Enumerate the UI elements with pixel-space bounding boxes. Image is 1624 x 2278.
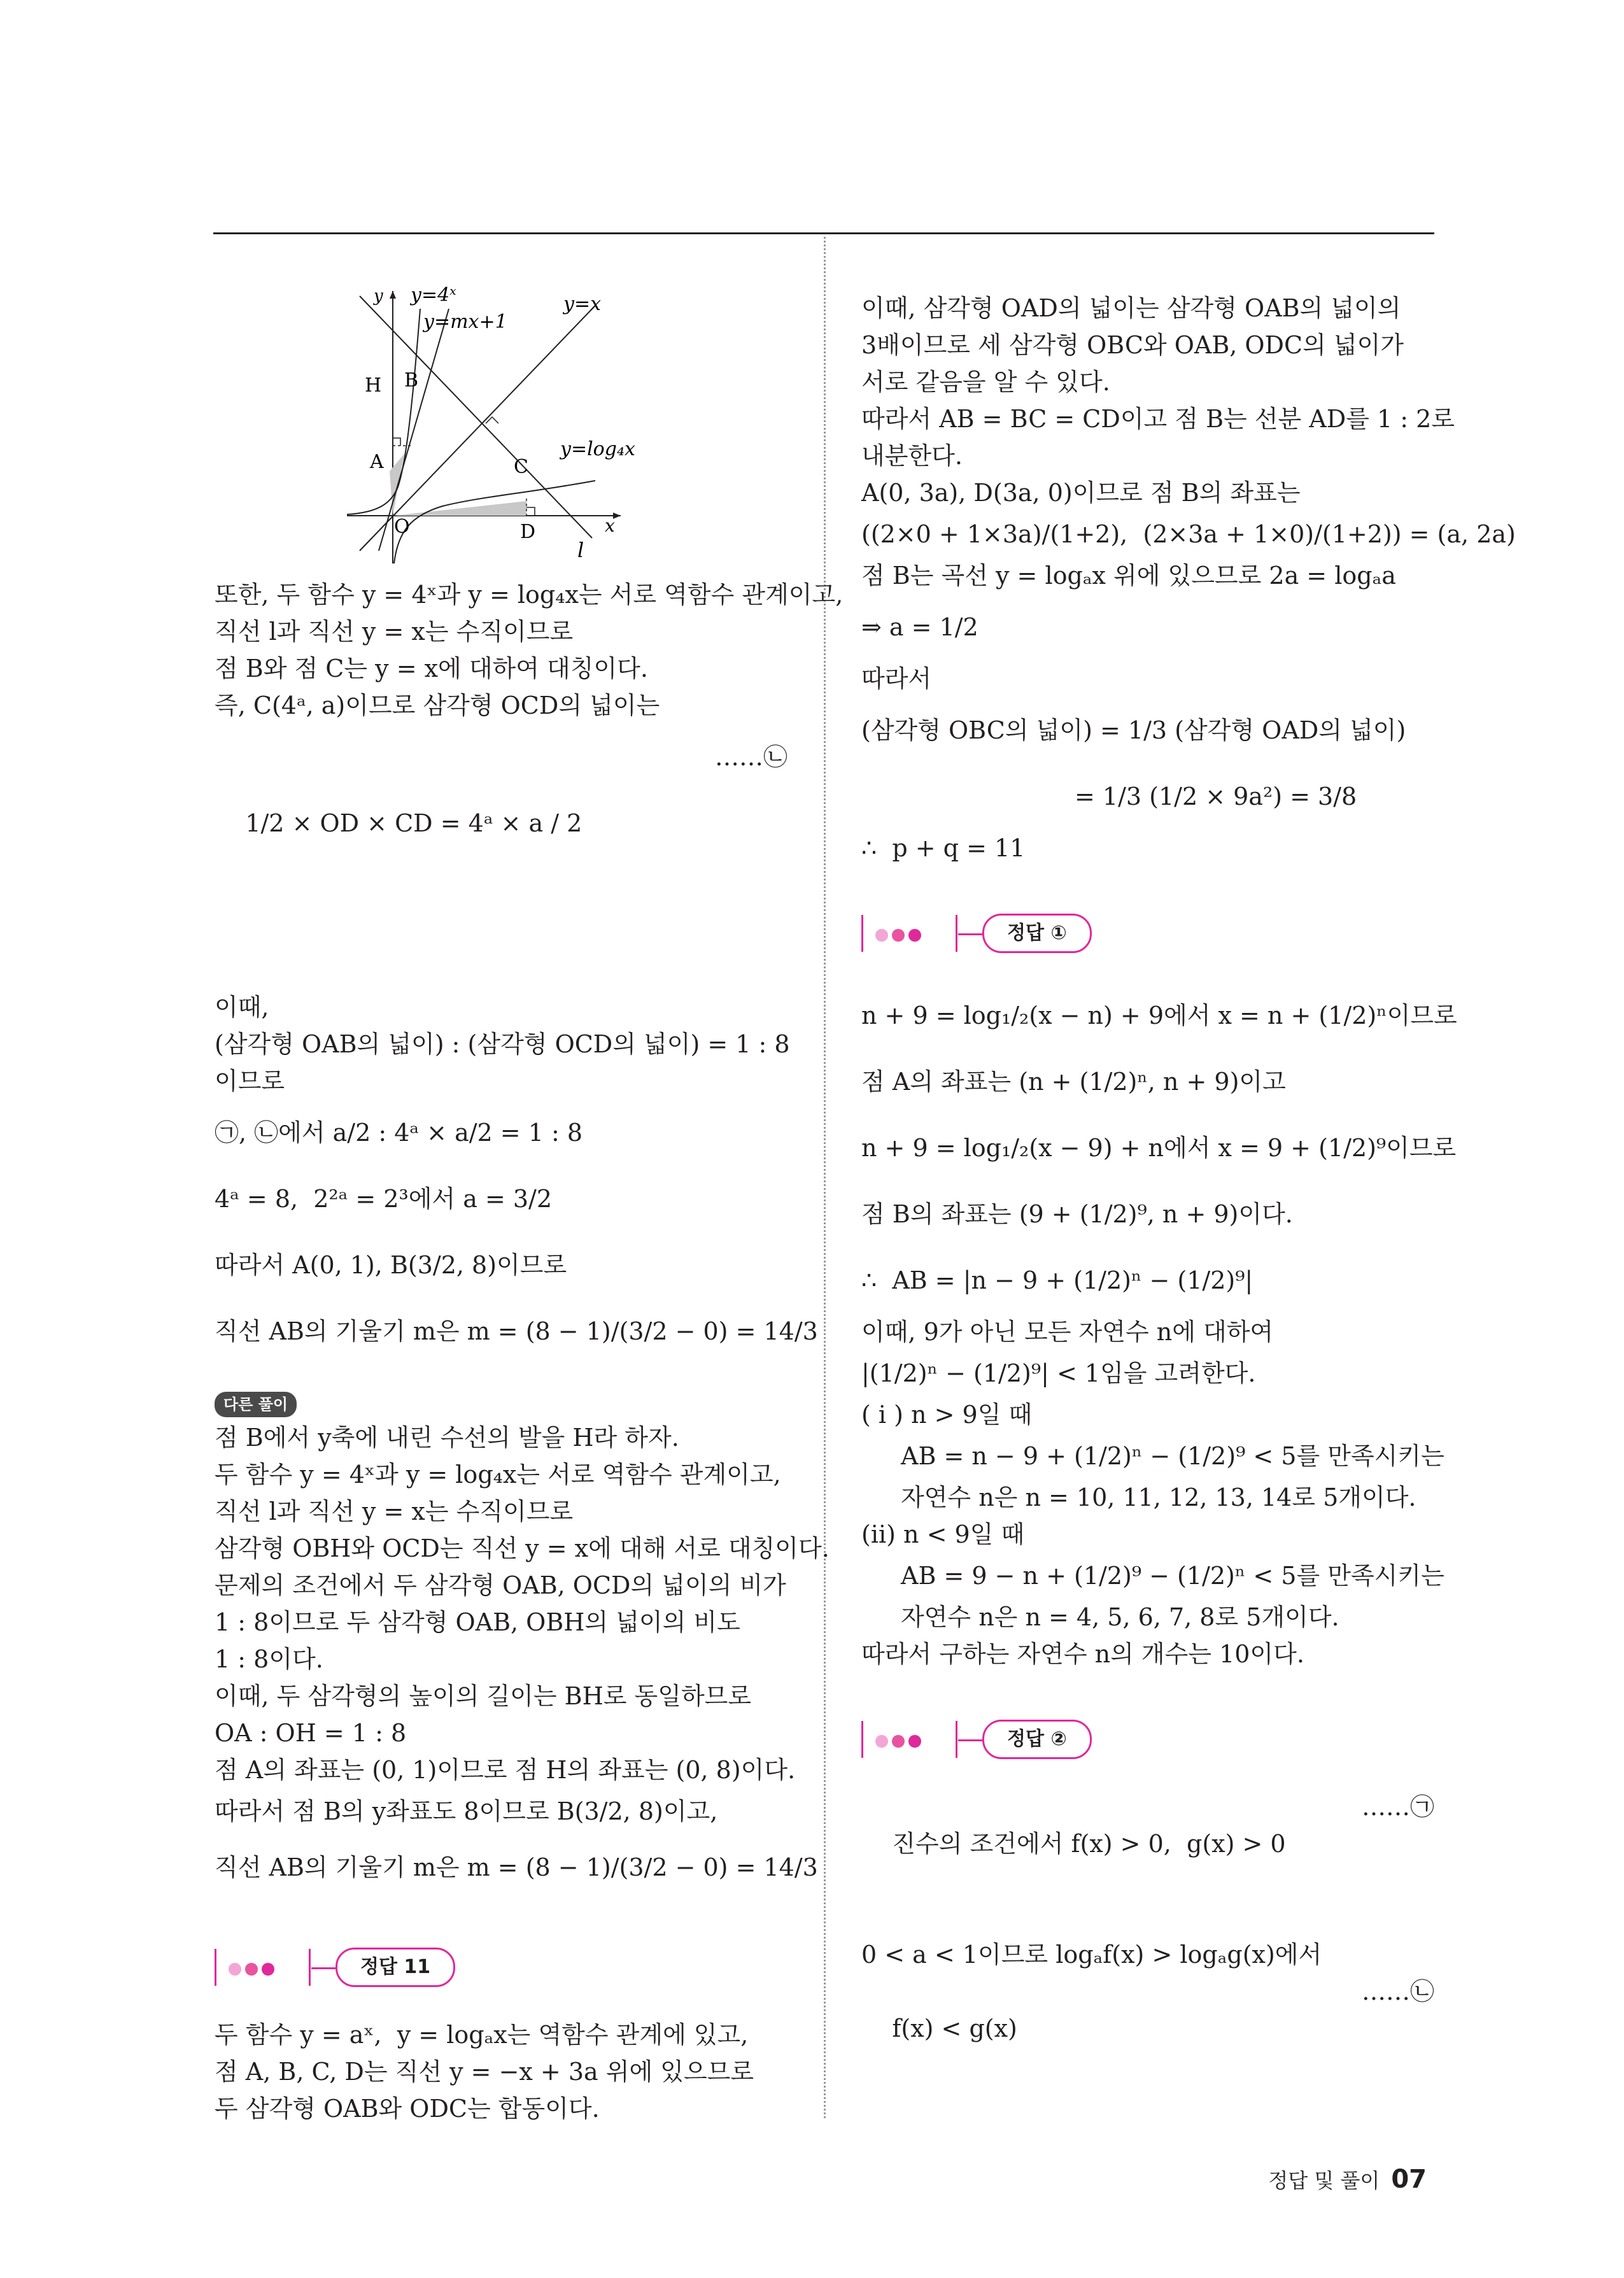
case-result: 자연수 n은 n = 10, 11, 12, 13, 14로 5개이다.	[901, 1483, 1416, 1511]
text-line: 0 < a < 1이므로 logₐf(x) > logₐg(x)에서	[861, 1941, 1322, 1969]
text-line: 두 삼각형 OAB와 ODC는 합동이다.	[215, 2095, 600, 2123]
answer-pill: 정답 ②	[982, 1720, 1092, 1759]
text-line: 점 B에서 y축에 내린 수선의 발을 H라 하자.	[215, 1424, 679, 1452]
formula-slope: 직선 AB의 기울기 m은 m = (8 − 1)/(3/2 − 0) = 14/3	[215, 1317, 818, 1345]
label-x: x	[605, 515, 615, 536]
formula-n2: n + 9 = log₁/₂(x − 9) + n에서 x = 9 + (1/2)⁹이므로	[861, 1134, 1457, 1162]
line-fg: f(x) < g(x)	[892, 2014, 1017, 2042]
text-line: 직선 l과 직선 y = x는 수직이므로	[215, 618, 574, 646]
text-line: 이때, 두 삼각형의 높이의 길이는 BH로 동일하므로	[215, 1682, 752, 1710]
case-label: (ii) n < 9일 때	[861, 1520, 1025, 1548]
label-mx1: y=mx+1	[423, 311, 507, 333]
text-line: 1 : 8이다.	[215, 1645, 323, 1673]
text-line: 두 함수 y = aˣ, y = logₐx는 역함수 관계에 있고,	[215, 2021, 749, 2049]
label-a: A	[370, 451, 384, 473]
text-line: 점 A, B, C, D는 직선 y = −x + 3a 위에 있으므로	[215, 2058, 754, 2086]
graph-svg	[341, 283, 672, 573]
text-line: 따라서 구하는 자연수 n의 개수는 10이다.	[861, 1640, 1304, 1668]
formula-b: ((2×0 + 1×3a)/(1+2), (2×3a + 1×0)/(1+2)) = (a, 2a)	[861, 520, 1516, 548]
case-formula: AB = n − 9 + (1/2)ⁿ − (1/2)⁹ < 5를 만족시키는	[901, 1442, 1444, 1470]
text-line: 서로 같음을 알 수 있다.	[861, 368, 1110, 396]
curve-4x	[347, 309, 420, 514]
text-line: 1 : 8이므로 두 삼각형 OAB, OBH의 넓이의 비도	[215, 1608, 740, 1636]
label-o: O	[394, 516, 410, 538]
formula-obc: (삼각형 OBC의 넓이) = 1/3 (삼각형 OAD의 넓이)	[861, 716, 1406, 744]
answer-pill: 정답 ①	[982, 914, 1092, 953]
formula-n1: n + 9 = log₁/₂(x − n) + 9에서 x = n + (1/2)ⁿ이므로	[861, 1001, 1457, 1029]
text-line: 이때,	[215, 993, 269, 1021]
label-h: H	[365, 374, 382, 397]
formula-line	[861, 1788, 1434, 1936]
triangle-ocd	[393, 501, 526, 516]
label-y: y	[374, 287, 383, 306]
curve-log4x	[394, 481, 595, 563]
text-line: 이므로	[215, 1067, 285, 1095]
formula-other-slope: 직선 AB의 기울기 m은 m = (8 − 1)/(3/2 − 0) = 14/3	[215, 1853, 818, 1881]
text-line: 두 함수 y = 4ˣ과 y = log₄x는 서로 역함수 관계이고,	[215, 1461, 781, 1489]
text-line: A(0, 3a), D(3a, 0)이므로 점 B의 좌표는	[861, 479, 1301, 507]
text-line: 점 B와 점 C는 y = x에 대하여 대칭이다.	[215, 654, 648, 683]
answer-header-1	[861, 906, 1434, 963]
other-solution-badge: 다른 풀이	[215, 1392, 297, 1417]
label-log4x: y=log₄x	[560, 438, 635, 460]
formula-ocd: 1/2 × OD × CD = 4ᵃ × a / 2	[245, 809, 583, 837]
text-line: 따라서 AB = BC = CD이고 점 B는 선분 AD를 1 : 2로	[861, 405, 1455, 433]
text-line: 또한, 두 함수 y = 4ˣ과 y = log₄x는 서로 역함수 관계이고,	[215, 581, 844, 609]
text-line: 내분한다.	[861, 442, 963, 470]
equation-mark: ……㉡	[714, 743, 787, 771]
graph-figure	[341, 283, 672, 573]
formula-other-b: 따라서 점 B의 y좌표도 8이므로 B(3/2, 8)이고,	[215, 1797, 718, 1825]
text-line: 점 B는 곡선 y = logₐx 위에 있으므로 2a = logₐa	[861, 562, 1396, 590]
formula-b-coord: 점 B의 좌표는 (9 + (1/2)⁹, n + 9)이다.	[861, 1200, 1293, 1228]
text-line: 따라서	[861, 665, 932, 693]
formula-ab: ∴ AB = |n − 9 + (1/2)ⁿ − (1/2)⁹|	[861, 1266, 1253, 1294]
text-line: 삼각형 OBH와 OCD는 직선 y = x에 대해 서로 대칭이다.	[215, 1534, 830, 1562]
top-rule	[213, 232, 1434, 234]
label-l: l	[577, 538, 584, 562]
text-line: 문제의 조건에서 두 삼각형 OAB, OCD의 넓이의 비가	[215, 1571, 786, 1599]
text-line: 즉, C(4ᵃ, a)이므로 삼각형 OCD의 넓이는	[215, 691, 660, 719]
text-line: 이때, 9가 아닌 모든 자연수 n에 대하여	[861, 1318, 1274, 1346]
left-column	[215, 576, 844, 2127]
label-4x: y=4ˣ	[411, 284, 456, 306]
formula-line	[215, 724, 787, 989]
answer-pill: 정답 11	[335, 1948, 455, 1987]
label-yx: y=x	[563, 293, 602, 315]
right-column	[861, 290, 1516, 2121]
formula-a-half: ⇒ a = 1/2	[861, 613, 978, 641]
answer-header-2	[861, 1712, 1434, 1769]
label-c: C	[514, 456, 528, 478]
formula-a-coord: 점 A의 좌표는 (n + (1/2)ⁿ, n + 9)이고	[861, 1068, 1286, 1096]
text-line: (삼각형 OAB의 넓이) : (삼각형 OCD의 넓이) = 1 : 8	[215, 1030, 790, 1058]
page-number: 07	[1391, 2165, 1427, 2194]
formula-ratio: ㉠, ㉡에서 a/2 : 4ᵃ × a/2 = 1 : 8	[215, 1119, 583, 1147]
text-line: 직선 l과 직선 y = x는 수직이므로	[215, 1497, 574, 1525]
equation-mark: ……㉡	[1361, 1977, 1434, 2006]
text-line: 점 A의 좌표는 (0, 1)이므로 점 H의 좌표는 (0, 8)이다.	[215, 1756, 796, 1784]
formula-points: 따라서 A(0, 1), B(3/2, 8)이므로	[215, 1251, 567, 1279]
label-b: B	[404, 369, 419, 392]
footer-label: 정답 및 풀이	[1268, 2168, 1380, 2193]
column-divider	[824, 237, 826, 2118]
case-result: 자연수 n은 n = 4, 5, 6, 7, 8로 5개이다.	[901, 1603, 1339, 1631]
text-line: ∴ p + q = 11	[861, 834, 1026, 862]
text-line: OA : OH = 1 : 8	[215, 1719, 407, 1747]
label-d: D	[520, 521, 536, 543]
answer-header-11	[215, 1940, 787, 1997]
formula-abs: |(1/2)ⁿ − (1/2)⁹| < 1임을 고려한다.	[861, 1359, 1256, 1387]
formula-obc2: = 1/3 (1/2 × 9a²) = 3/8	[1075, 782, 1357, 810]
formula-a: 4ᵃ = 8, 2²ᵃ = 2³에서 a = 3/2	[215, 1185, 553, 1213]
page-footer	[1268, 2165, 1427, 2194]
formula-line	[861, 1973, 1434, 2121]
text-line: 3배이므로 세 삼각형 OBC와 OAB, ODC의 넓이가	[861, 331, 1404, 359]
case-formula: AB = 9 − n + (1/2)⁹ − (1/2)ⁿ < 5를 만족시키는	[901, 1562, 1444, 1590]
line-cond: 진수의 조건에서 f(x) > 0, g(x) > 0	[892, 1830, 1286, 1858]
case-label: ( i ) n > 9일 때	[861, 1401, 1033, 1429]
equation-mark: ……㉠	[1361, 1793, 1434, 1821]
text-line: 이때, 삼각형 OAD의 넓이는 삼각형 OAB의 넓이의	[861, 294, 1401, 322]
